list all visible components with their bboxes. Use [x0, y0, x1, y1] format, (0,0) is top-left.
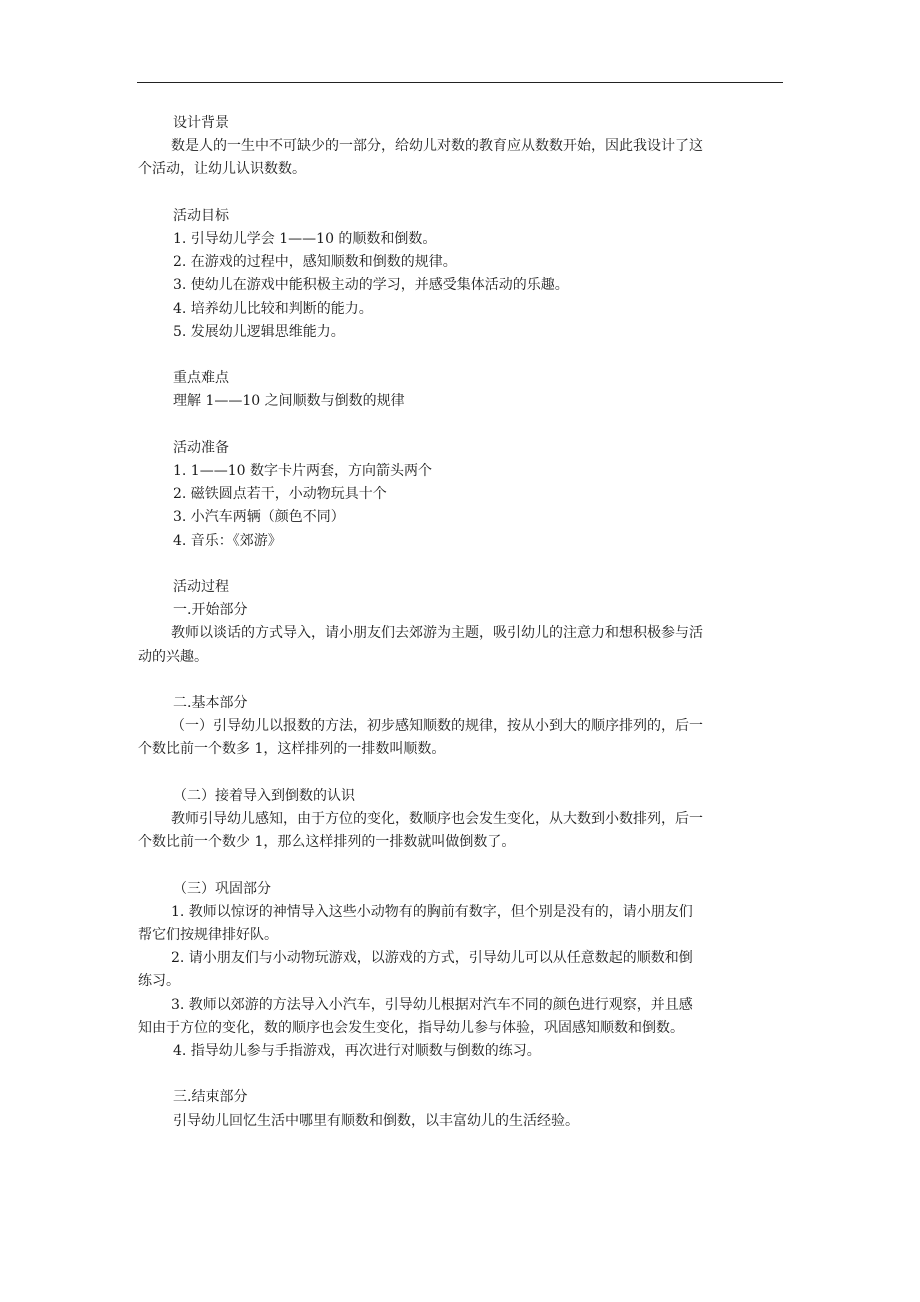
- part2a-paragraph-line2: 个数比前一个数多 1，这样排列的一排数叫顺数。: [138, 741, 446, 758]
- consolidate-item-line1: 2. 请小朋友们与小动物玩游戏，以游戏的方式，引导幼儿可以从任意数起的顺数和倒: [171, 950, 693, 967]
- part2b-title: （二）接着导入到倒数的认识: [173, 787, 355, 804]
- background-paragraph-line2: 个活动，让幼儿认识数数。: [138, 161, 306, 178]
- section-heading-key: 重点难点: [173, 370, 229, 387]
- header-rule: [137, 82, 783, 83]
- background-paragraph: [138, 135, 785, 181]
- consolidate-item-line2: 帮它们按规律排好队。: [138, 927, 278, 943]
- prep-item: 2. 磁铁圆点若干，小动物玩具十个: [173, 486, 387, 503]
- part2-title: 二.基本部分: [173, 695, 248, 711]
- part2c-title: （三）巩固部分: [173, 880, 271, 897]
- section-heading-background: 设计背景: [173, 115, 229, 131]
- goal-item: 2. 在游戏的过程中，感知顺数和倒数的规律。: [173, 254, 457, 271]
- part1-paragraph-line1: 教师以谈话的方式导入，请小朋友们去郊游为主题，吸引幼儿的注意力和想积极参与活: [171, 625, 703, 642]
- consolidate-item-line2: 练习。: [138, 973, 180, 990]
- part1-paragraph: [138, 622, 785, 668]
- goal-item: 5. 发展幼儿逻辑思维能力。: [173, 323, 345, 340]
- prep-item: 3. 小汽车两辆（颜色不同）: [173, 509, 345, 526]
- goal-item: 3. 使幼儿在游戏中能积极主动的学习，并感受集体活动的乐趣。: [173, 277, 569, 294]
- section-heading-prep: 活动准备: [173, 439, 229, 456]
- part2a-paragraph-line1: （一）引导幼儿以报数的方法，初步感知顺数的规律，按从小到大的顺序排列的，后一: [171, 718, 703, 735]
- part3-title: 三.结束部分: [173, 1089, 248, 1106]
- part2b-paragraph-line1: 教师引导幼儿感知，由于方位的变化，数顺序也会发生变化，从大数到小数排列，后一: [171, 811, 703, 827]
- consolidate-item-line2: 知由于方位的变化，数的顺序也会发生变化，指导幼儿参与体验，巩固感知顺数和倒数。: [138, 1019, 684, 1036]
- part1-paragraph-line2: 动的兴趣。: [138, 648, 208, 665]
- consolidate-item: [138, 994, 785, 1040]
- part2b-paragraph: [138, 808, 785, 854]
- consolidate-item-line1: 1. 教师以惊讶的神情导入这些小动物有的胸前有数字，但个别是没有的，请小朋友们: [171, 903, 693, 920]
- goal-item: 4. 培养幼儿比较和判断的能力。: [173, 300, 373, 317]
- prep-item: 4. 音乐：《郊游》: [173, 532, 282, 549]
- part2b-paragraph-line2: 个数比前一个数少 1，那么这样排列的一排数就叫做倒数了。: [138, 834, 516, 851]
- consolidate-item-line1: 3. 教师以郊游的方法导入小汽车，引导幼儿根据对汽车不同的颜色进行观察，并且感: [171, 996, 693, 1013]
- background-paragraph-line1: 数是人的一生中不可缺少的一部分，给幼儿对数的教育应从数数开始，因此我设计了这: [171, 138, 703, 155]
- consolidate-item: 4. 指导幼儿参与手指游戏，再次进行对顺数与倒数的练习。: [173, 1043, 541, 1060]
- part3-text: 引导幼儿回忆生活中哪里有顺数和倒数，以丰富幼儿的生活经验。: [173, 1112, 579, 1129]
- goal-item: 1. 引导幼儿学会 1——10 的顺数和倒数。: [173, 231, 437, 247]
- prep-item: 1. 1——10 数字卡片两套，方向箭头两个: [173, 463, 432, 479]
- section-heading-goals: 活动目标: [173, 207, 229, 224]
- key-text: 理解 1——10 之间顺数与倒数的规律: [173, 393, 405, 410]
- part1-title: 一.开始部分: [173, 602, 248, 619]
- document-body: [138, 112, 785, 1133]
- consolidate-item: [138, 947, 785, 993]
- consolidate-item: [138, 901, 785, 947]
- part2a-paragraph: [138, 715, 785, 761]
- section-heading-process: 活动过程: [173, 579, 229, 595]
